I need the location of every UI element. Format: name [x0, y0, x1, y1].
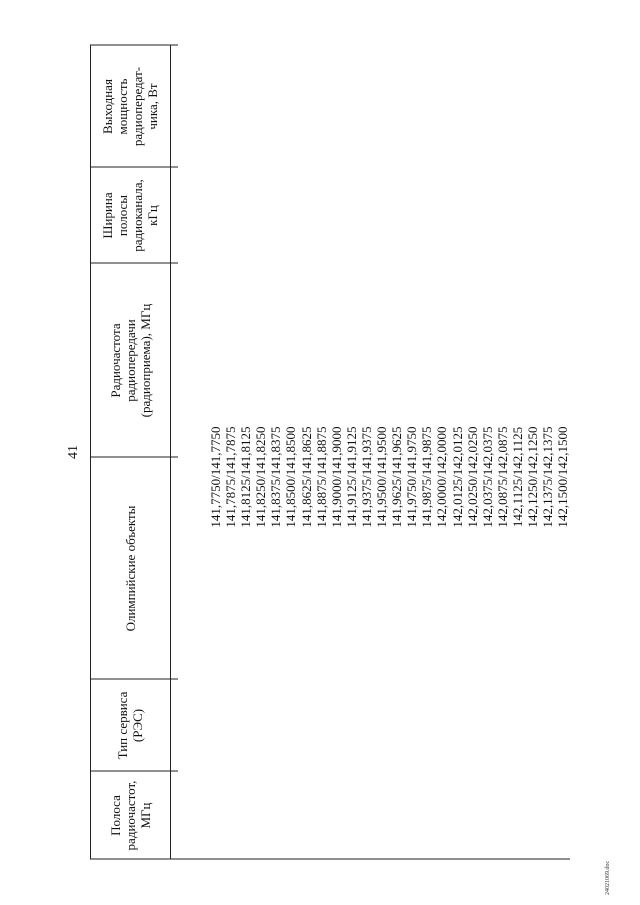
- frequency-value: 141,8500/141,8500: [283, 426, 299, 528]
- frequency-value: 141,9500/141,9500: [374, 426, 390, 528]
- frequency-value: 142,0250/142,0250: [464, 426, 480, 528]
- frequency-value: 142,0875/142,0875: [494, 426, 510, 528]
- frequency-value: 141,9375/141,9375: [358, 426, 374, 528]
- header-radio-frequency: Радиочастота радиопередачи (радиоприема), МГц: [107, 303, 153, 418]
- frequency-value: 142,1250/142,1250: [524, 426, 540, 528]
- header-olympic-objects: Олимпийские объекты: [122, 505, 138, 632]
- frequency-value: 142,0125/142,0125: [449, 426, 465, 528]
- frequency-value: 141,8625/141,8625: [298, 426, 314, 528]
- frequency-value: 141,7750/141,7750: [208, 426, 223, 528]
- frequency-value: 142,0000/142,0000: [434, 426, 450, 528]
- header-channel-width: Ширина полосы радиоканала, кГц: [100, 179, 160, 252]
- frequency-value: 141,8375/141,8375: [268, 426, 284, 528]
- frequency-values: [208, 395, 570, 560]
- frequency-value: 141,9625/141,9625: [389, 426, 405, 528]
- frequency-value: 141,9125/141,9125: [343, 426, 359, 528]
- header-output-power: Выходная мощность радиопередат- чика, Вт: [100, 66, 160, 147]
- frequency-value: 141,8250/141,8250: [253, 426, 269, 528]
- frequency-table: [90, 45, 570, 860]
- page-number: 41: [66, 445, 81, 459]
- frequency-value: 141,9875/141,9875: [419, 426, 435, 528]
- frequency-value: 141,8125/141,8125: [238, 426, 254, 528]
- frequency-value: 141,9000/141,9000: [328, 426, 344, 528]
- frequency-value: 142,1125/142,1125: [509, 426, 525, 528]
- header-frequency-band: Полоса радиочастот, МГц: [107, 780, 153, 851]
- frequency-value: 142,0375/142,0375: [479, 426, 495, 528]
- rotated-page: [65, 45, 575, 860]
- frequency-value: 141,7875/141,7875: [223, 426, 239, 528]
- frequency-value: 142,1500/142,1500: [555, 426, 571, 528]
- header-service-type: Тип сервиса (РЭС): [115, 691, 145, 760]
- frequency-value: 141,8875/141,8875: [313, 426, 329, 528]
- document-code: 24021069.doc: [605, 860, 611, 895]
- column-border-left: [90, 859, 570, 860]
- frequency-value: 141,9750/141,9750: [404, 426, 420, 528]
- frequency-value: 142,1375/142,1375: [540, 426, 556, 528]
